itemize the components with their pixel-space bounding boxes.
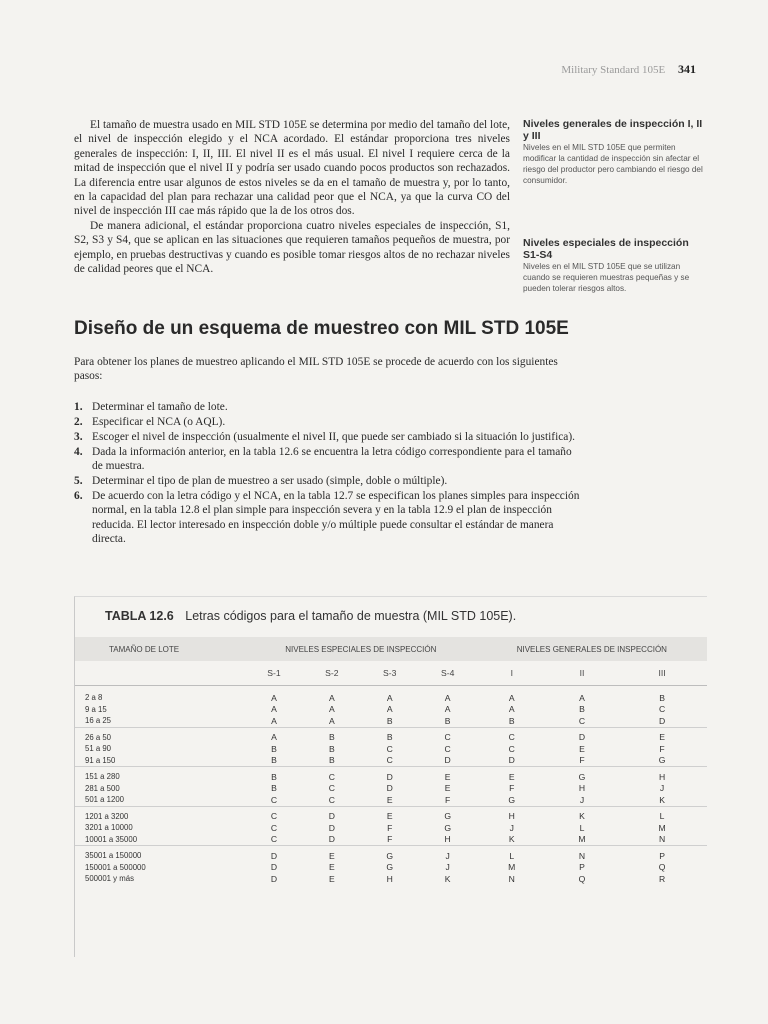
code-letter-cell: D [328, 834, 335, 845]
code-letter-cell: C [444, 743, 451, 754]
code-letter-cell: B [579, 704, 585, 715]
code-letter-cell: J [419, 846, 477, 862]
code-letter-cell: C [270, 834, 278, 845]
code-letter-cell: B [271, 743, 277, 754]
column-header: I [477, 661, 547, 686]
lot-size-cell: 3201 a 10000 [85, 823, 133, 833]
code-letter-cell: C [386, 743, 393, 754]
code-letter-cell: L [477, 846, 547, 862]
code-letter-cell: C [328, 794, 335, 805]
code-letter-cell: K [444, 873, 451, 884]
table-row [75, 686, 707, 704]
lot-size-cell: 500001 y más [85, 874, 134, 884]
code-letter-cell: C [328, 783, 335, 794]
code-letter-cell: C [508, 743, 515, 754]
section-title: Diseño de un esquema de muestreo con MIL STD 105E [74, 318, 569, 339]
code-letter-cell: P [579, 862, 585, 873]
column-header: III [617, 661, 707, 686]
code-letter-cell: G [419, 806, 477, 822]
code-letter-cell: L [617, 806, 707, 822]
code-letter-cell: Q [658, 862, 666, 873]
code-letter-cell: B [271, 783, 277, 794]
lot-size-cell: 1201 a 3200 [75, 806, 245, 822]
code-letter-cell: B [271, 755, 277, 766]
list-item: 5. Determinar el tipo de plan de muestreo a ser usado (simple, doble o múltiple). [74, 475, 448, 488]
table-label: TABLA 12.6 [105, 609, 174, 623]
list-item: 1. Determinar el tamaño de lote. [74, 401, 228, 413]
code-letter-cell: B [386, 715, 393, 726]
code-letter-cell: Q [578, 873, 586, 884]
code-letter-cell: D [508, 755, 515, 766]
code-letter-cell: E [477, 767, 547, 783]
code-letter-cell: A [508, 692, 515, 703]
code-letter-cell: C [658, 704, 666, 715]
margin-note-title: Niveles especiales de inspección S1-S4 [523, 237, 689, 261]
code-letter-cell: G [547, 767, 617, 783]
code-letter-cell: K [659, 794, 665, 805]
list-item: 6. De acuerdo con la letra código y el NCA, en la tabla 12.7 se especifican los planes simples para inspección normal, en la tabla 12.8 el plan simple para inspección severa y en la tabla 12.9 el plan de inspección reducida. El lector interesado en inspección doble y/o múltiple puede consultar el estándar de manera directa. [74, 489, 580, 546]
lot-size-cell: 91 a 150 [85, 755, 116, 765]
code-letter-cell: G [658, 755, 666, 766]
lot-size-cell: 281 a 500 [85, 783, 120, 793]
code-letter-cell: H [444, 834, 451, 845]
code-letter-cell: M [578, 834, 586, 845]
code-letter-cell: A [444, 692, 451, 703]
code-letter-cell: C [303, 767, 361, 783]
code-letter-cell: A [245, 727, 303, 743]
list-item: 2. Especificar el NCA (o AQL). [74, 415, 226, 428]
code-letter-cell: H [617, 767, 707, 783]
code-letter-cell: E [579, 743, 585, 754]
code-letter-cell: E [386, 794, 393, 805]
lot-size-cell: 501 a 1200 [85, 795, 125, 805]
code-letter-cell: G [361, 846, 419, 862]
code-letter-cell: D [270, 873, 278, 884]
code-letter-cell: B [328, 755, 335, 766]
table-body [75, 686, 707, 885]
table-row [75, 846, 707, 862]
code-letter-cell: A [328, 704, 335, 715]
table-row [75, 806, 707, 822]
code-letter-cell: M [658, 822, 666, 833]
column-header: S-1 [245, 661, 303, 686]
margin-note [523, 118, 703, 186]
lot-size-cell: 26 a 50 [75, 727, 245, 743]
code-letter-cell: B [659, 692, 665, 703]
code-letter-cell: D [361, 767, 419, 783]
list-item: 3. Escoger el nivel de inspección (usualmente el nivel II, que puede ser cambiado si la situación lo justifica). [74, 430, 575, 443]
table-row [75, 704, 707, 716]
code-letter-cell: D [547, 727, 617, 743]
table-row [75, 783, 707, 795]
code-letter-cell: B [245, 767, 303, 783]
paragraph: El tamaño de muestra usado en MIL STD 105E se determina por medio del tamaño del lote, el nivel de inspección elegido y el NCA acordado. El estándar proporciona tres niveles generales de inspección: I, II, III. El nivel II es el más usual. El nivel I requiere cerca de la mitad de inspección que el nivel II y podría ser usado cuando pocos productos son rechazados. La diferencia entre usar algunos de estos niveles se da en el tamaño de muestra y, por lo tanto, en la capacidad del plan para rechazar una calidad peor que el NCA, ya que la curva CO del nivel de inspección III cae más rápido que la de los otros dos. [74, 119, 510, 218]
margin-note-text: Niveles en el MIL STD 105E que permiten modificar la cantidad de inspección sin afectar el riesgo del productor pero cambiando el riesgo del consumidor. [523, 143, 703, 185]
code-letter-cell: J [659, 783, 665, 794]
code-letter-cell: E [419, 767, 477, 783]
code-letter-cell: D [328, 822, 335, 833]
code-letter-cell: F [387, 834, 393, 845]
code-letter-cell: F [509, 783, 515, 794]
lot-size-cell: 35001 a 150000 [75, 846, 245, 862]
code-letter-cell: J [509, 822, 514, 833]
column-header-lot: TAMAÑO DE LOTE [75, 637, 245, 661]
lot-size-cell: 151 a 280 [75, 767, 245, 783]
code-letter-cell: F [659, 743, 665, 754]
code-letter-cell: A [271, 704, 277, 715]
code-letter-cell: E [328, 862, 335, 873]
column-header: S-3 [361, 661, 419, 686]
code-letter-cell: K [508, 834, 515, 845]
paragraph: De manera adicional, el estándar proporciona cuatro niveles especiales de inspección, S1, S2, S3 y S4, que se aplican en las situaciones que requieren tamaños pequeños de muestra, por ejemplo, en pruebas destructivas y cuando es posible tomar riesgos altos de no rechazar niveles de calidad peores que el NCA. [74, 219, 510, 276]
table-row [75, 873, 707, 885]
code-letter-cell: A [386, 704, 393, 715]
column-header: S-2 [303, 661, 361, 686]
code-letter-cell: A [271, 715, 277, 726]
code-letter-cell: L [579, 822, 585, 833]
code-letter-cell: E [361, 806, 419, 822]
code-letter-cell: F [387, 822, 393, 833]
code-letter-cell: N [658, 834, 666, 845]
code-letter-cell: J [579, 794, 585, 805]
table-row [75, 794, 707, 806]
code-letter-cell: E [617, 727, 707, 743]
table-caption-text: Letras códigos para el tamaño de muestra (MIL STD 105E). [185, 609, 517, 623]
code-letter-cell: A [328, 715, 335, 726]
table-row [75, 727, 707, 743]
code-letter-cell: H [578, 783, 586, 794]
code-letter-cell: E [328, 873, 335, 884]
code-letter-cell: D [386, 783, 393, 794]
code-letter-cell: A [386, 692, 393, 703]
table-row [75, 743, 707, 755]
margin-note [523, 237, 703, 294]
table-row [75, 715, 707, 727]
code-letter-cell: B [303, 727, 361, 743]
code-letter-cell: A [579, 692, 585, 703]
table-row [75, 822, 707, 834]
table-12-6 [74, 596, 707, 957]
code-letter-cell: M [508, 862, 516, 873]
page-number: 341 [678, 62, 696, 76]
code-letter-cell: D [270, 862, 278, 873]
code-letter-cell: D [245, 846, 303, 862]
code-letter-cell: E [303, 846, 361, 862]
code-letter-cell: C [245, 806, 303, 822]
lot-size-cell: 16 a 25 [85, 716, 112, 726]
code-letter-cell: C [270, 822, 278, 833]
running-title: Military Standard 105E [561, 64, 666, 76]
section-intro: Para obtener los planes de muestreo aplicando el MIL STD 105E se procede de acuerdo con los siguientes pasos: [74, 356, 558, 383]
code-letter-cell: D [303, 806, 361, 822]
lot-size-cell: 51 a 90 [85, 744, 112, 754]
lot-size-cell: 10001 a 35000 [85, 834, 138, 844]
margin-note-text: Niveles en el MIL STD 105E que se utilizan cuando se requieren muestras pequeñas y se pueden tolerar riesgos altos. [523, 262, 690, 293]
code-letter-cell: A [328, 692, 335, 703]
code-letter-cell: B [361, 727, 419, 743]
column-header: S-4 [419, 661, 477, 686]
code-letter-cell: H [477, 806, 547, 822]
code-letter-cell: N [547, 846, 617, 862]
code-letter-cell: B [508, 715, 515, 726]
code-letter-cell: K [547, 806, 617, 822]
code-letter-cell: A [508, 704, 515, 715]
code-letter-cell: C [477, 727, 547, 743]
table-caption [105, 609, 516, 623]
code-letter-cell: J [445, 862, 450, 873]
column-header: II [547, 661, 617, 686]
code-letter-cell: H [386, 873, 393, 884]
code-letter-cell: C [386, 755, 393, 766]
code-letter-cell: P [617, 846, 707, 862]
running-header [561, 62, 696, 77]
code-letter-cell: B [444, 715, 451, 726]
code-letter-cell: C [578, 715, 586, 726]
table-row [75, 767, 707, 783]
lot-size-cell: 2 a 8 [85, 693, 103, 703]
code-letter-cell: R [658, 873, 666, 884]
table-row [75, 834, 707, 846]
code-letter-cell: F [445, 794, 451, 805]
code-letter-cell: E [444, 783, 451, 794]
code-letter-cell: C [419, 727, 477, 743]
column-group-general: NIVELES GENERALES DE INSPECCIÓN [477, 637, 707, 661]
body-text [74, 118, 510, 276]
code-letter-cell: D [444, 755, 451, 766]
code-letter-cell: F [579, 755, 585, 766]
code-letter-cell: G [444, 822, 451, 833]
code-letter-cell: A [271, 692, 277, 703]
list-item: 4. Dada la información anterior, en la tabla 12.6 se encuentra la letra código correspondiente para el tamaño de muestra. [74, 445, 572, 473]
code-letter-cell: A [444, 704, 451, 715]
code-letter-cell: C [270, 794, 278, 805]
code-letter-cell: D [658, 715, 666, 726]
margin-note-title: Niveles generales de inspección I, II y III [523, 118, 703, 142]
table-row [75, 862, 707, 874]
code-letter-cell: B [328, 743, 335, 754]
lot-size-cell: 150001 a 500000 [85, 862, 146, 872]
code-letter-cell: N [508, 873, 515, 884]
code-letters-table [75, 637, 707, 885]
code-letter-cell: G [508, 794, 516, 805]
column-group-special: NIVELES ESPECIALES DE INSPECCIÓN [245, 637, 477, 661]
code-letter-cell: G [386, 862, 394, 873]
table-row [75, 755, 707, 767]
steps-list [74, 400, 580, 547]
lot-size-cell: 9 a 15 [85, 704, 107, 714]
